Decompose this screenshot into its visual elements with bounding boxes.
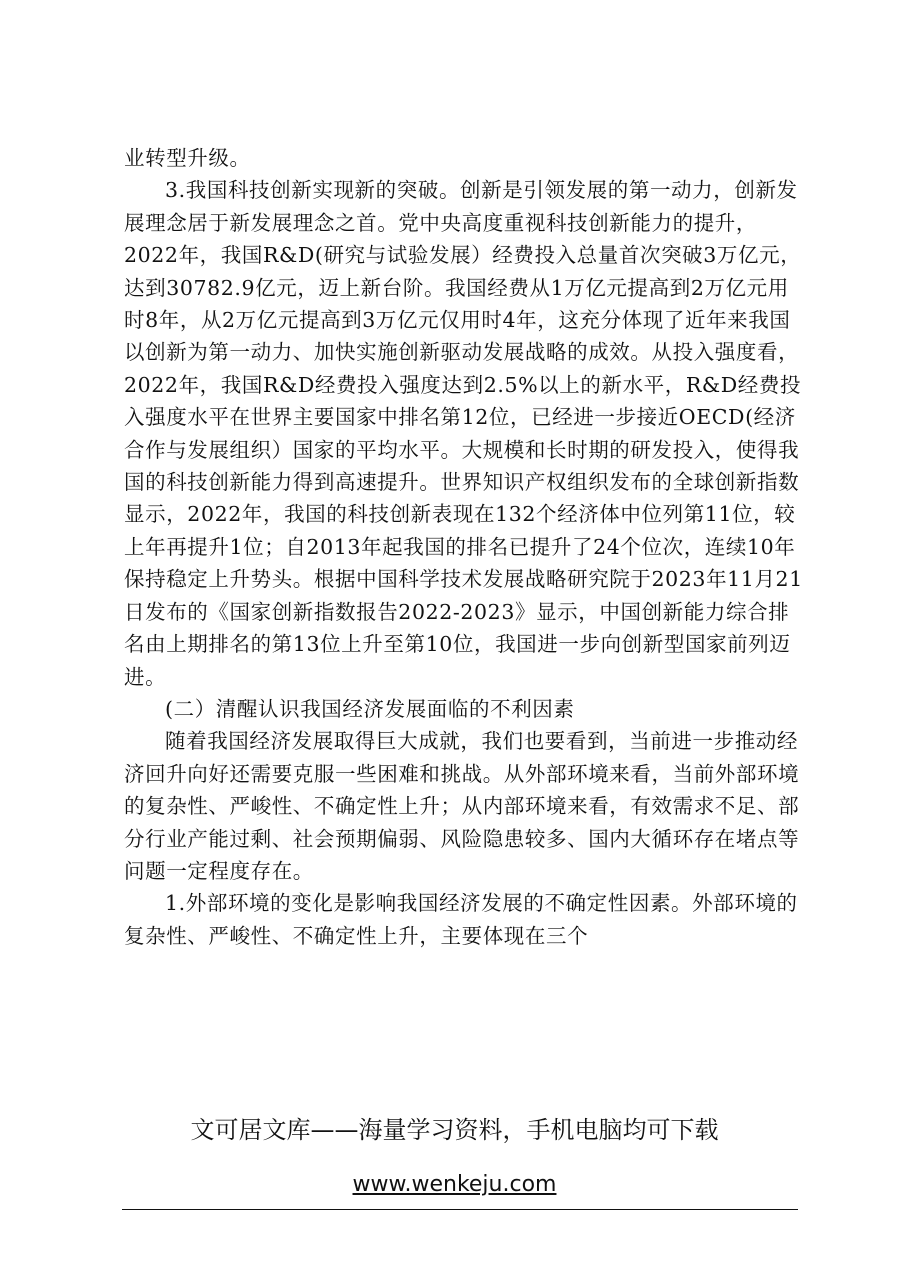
document-body xyxy=(124,142,804,952)
footer-ad-link[interactable]: www.wenkeju.com xyxy=(352,1172,557,1197)
section-heading: (二）清醒认识我国经济发展面临的不利因素 xyxy=(165,696,575,721)
footer-ad-url-container xyxy=(0,1172,909,1197)
paragraph: 1.外部环境的变化是影响我国经济发展的不确定性因素。外部环境的复杂性、严峻性、不确定性上升，主要体现在三个 xyxy=(124,891,798,948)
paragraph: 3.我国科技创新实现新的突破。创新是引领发展的第一动力，创新发展理念居于新发展理念之首。党中央高度重视科技创新能力的提升，2022年，我国R&D(研究与试验发展）经费投入总量首次突破3万亿元，达到30782.9亿元，迈上新台阶。我国经费从1万亿元提高到2万亿元用时8年，从2万亿元提高到3万亿元仅用时4年，这充分体现了近年来我国以创新为第一动力、加快实施创新驱动发展战略的成效。从投入强度看，2022年，我国R&D经费投入强度达到2.5%以上的新水平，R&D经费投入强度水平在世界主要国家中排名第12位，已经进一步接近OECD(经济合作与发展组织）国家的平均水平。大规模和长时期的研发投入，使得我国的科技创新能力得到高速提升。世界知识产权组织发布的全球创新指数显示，2022年，我国的科技创新表现在132个经济体中位列第11位，较上年再提升1位；自2013年起我国的排名已提升了24个位次，连续10年保持稳定上升势头。根据中国科学技术发展战略研究院于2023年11月21日发布的《国家创新指数报告2022-2023》显示，中国创新能力综合排名由上期排名的第13位上升至第10位，我国进一步向创新型国家前列迈进。 xyxy=(124,178,803,689)
paragraph: 随着我国经济发展取得巨大成就，我们也要看到，当前进一步推动经济回升向好还需要克服一些困难和挑战。从外部环境来看，当前外部环境的复杂性、严峻性、不确定性上升；从内部环境来看，有效需求不足、部分行业产能过剩、社会预期偏弱、风险隐患较多、国内大循环存在堵点等问题一定程度存在。 xyxy=(124,729,800,883)
footer-divider xyxy=(122,1209,798,1210)
paragraph: 业转型升级。 xyxy=(124,146,251,170)
footer-ad-title: 文可居文库——海量学习资料，手机电脑均可下载 xyxy=(190,1116,719,1144)
